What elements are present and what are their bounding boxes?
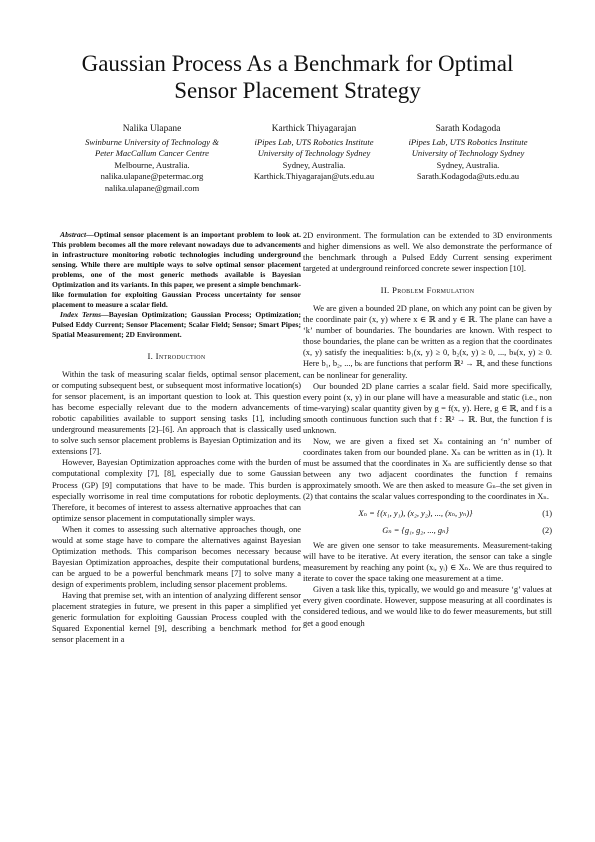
left-column	[52, 230, 301, 645]
paragraph: We are given one sensor to take measurements. Measurement-taking will have to be iterative. At every iteration, the sensor can take a single measurement by reaching any point (xᵢ, yᵢ) ∈ Xₙ. We are thus required to iterate to cover the space taking one measurement at a time.	[303, 541, 552, 584]
title-line-2: Sensor Placement Strategy	[174, 78, 421, 103]
paragraph: Having that premise set, with an intention of analyzing different sensor placement strategies in future, we present in this paper a simplified yet generic formulation for exploiting Gaussian Process coupled with the Squared Exponential kernel [9], describing a benchmark method for sensor placement in a	[52, 590, 301, 645]
author-location: Sydney, Australia.	[282, 159, 346, 170]
author-affiliation: Peter MacCallum Cancer Centre	[94, 148, 209, 159]
paragraph: 2D environment. The formulation can be extended to 3D environments and higher dimensions as well. We also demonstrate the performance of the benchmark through a Pulsed Eddy Current sensing experiment targeted at underground reinforced concrete sewer inspection [10].	[303, 231, 552, 274]
equation-2	[303, 525, 552, 536]
title-line-1: Gaussian Process As a Benchmark for Optimal	[81, 51, 514, 76]
paragraph: However, Bayesian Optimization approaches come with the burden of computational complexity [7], [8], especially due to some Gaussian Process (GP) [9] computations that have to be made. This burden is especially worrisome in real time computations for robotic deployments. Therefore, it becomes of interest to assess alternative approaches that can optimize sensor placement in computationally simpler ways.	[52, 458, 301, 523]
paragraph: Now, we are given a fixed set Xₙ containing an ‘n’ number of coordinates taken from our bounded plane. Xₙ can be written as in (1). It must be assumed that the coordinates in Xₙ are sufficiently dense so that between any two adjacent coordinates the function f remains approximately smooth. We are then asked to measure Gₙ–the set given in (2) that contains the scalar values corresponding to the coordinates in Xₙ.	[303, 436, 552, 502]
paragraph: Our bounded 2D plane carries a scalar field. Said more specifically, every point (x, y) in our plane will have a measurable and static (i.e., non time-varying) scalar quantity given by g = f(x, y). Here, g ∈ ℝ, and f is a smooth continuous function such that f : ℝ² → ℝ. But, the function f is unknown.	[303, 381, 552, 435]
author-name: Sarath Kodagoda	[435, 124, 501, 134]
right-column	[303, 230, 552, 629]
author-email: nalika.ulapane@gmail.com	[104, 182, 200, 193]
index-terms-label: Index Terms	[60, 310, 102, 319]
paper-title	[0, 50, 595, 104]
section-heading: II. Problem Formulation	[380, 285, 475, 296]
author-affiliation: iPipes Lab, UTS Robotics Institute	[408, 136, 528, 147]
paragraph: We are given a bounded 2D plane, on which any point can be given by the coordinate pair (x, y) where x ∈ ℝ and y ∈ ℝ. The plane can have a ‘k’ number of boundaries. The boundaries are known. With respect to those boundaries, the plane can be written as a region that the coordinates (x, y) satisfy the inequalities: b₁(x, y) ≥ 0, b₂(x, y) ≥ 0, ..., bₖ(x, y) ≥ 0. Here b₁, b₂, ..., bₖ are functions that perform ℝ² → ℝ, and these functions can be nonlinear for generality.	[303, 304, 552, 380]
abstract-label: Abstract	[60, 230, 87, 239]
author-name: Nalika Ulapane	[122, 124, 182, 134]
equation-number: (1)	[542, 509, 552, 519]
author-affiliation: iPipes Lab, UTS Robotics Institute	[254, 136, 374, 147]
author-location: Melbourne, Australia.	[114, 159, 190, 170]
equation-expression: Gₙ = {g₁, g₂, ..., gₙ}	[382, 526, 449, 536]
paragraph: Given a task like this, typically, we would go and measure ‘g’ values at every given coordinate. However, suppose measuring at all coordinates is considered tedious, and we would like to do fewer measurements, but still get a good enough	[303, 585, 552, 628]
section-heading: I. Introduction	[147, 351, 206, 361]
equation-expression: Xₙ = {(x₁, y₁), (x₂, y₂), ..., (xₙ, yₙ)}	[358, 509, 473, 519]
author-location: Sydney, Australia.	[436, 159, 500, 170]
author-email: Sarath.Kodagoda@uts.edu.au	[416, 171, 520, 182]
equation-number: (2)	[542, 526, 552, 536]
index-terms-text: —Bayesian Optimization; Gaussian Process; Optimization; Pulsed Eddy Current; Sensor Placement; Scalar Field; Sensor; Smart Pipes; Spatial Measurement; 2D Environment.	[52, 310, 301, 339]
author-name: Karthick Thiyagarajan	[271, 124, 357, 134]
author-affiliation: Swinburne University of Technology &	[85, 136, 219, 147]
author-block-3	[368, 124, 568, 183]
paragraph: Within the task of measuring scalar fields, optimal sensor placement, or computing subsequent best, or subsequent most informative location(s) for sensor placement, is an important question to look at. This question has become especially relevant due to the modern advancements of robotic capabilities available to support sensing tasks [1], including underground measurements [2]–[6]. An approach that is classically used to solve such sensor placement problems is Bayesian Optimization and its extensions [7].	[52, 370, 301, 457]
author-affiliation: University of Technology Sydney	[257, 148, 371, 159]
author-affiliation: University of Technology Sydney	[411, 148, 525, 159]
author-email: nalika.ulapane@petermac.org	[100, 171, 204, 182]
equation-1	[303, 508, 552, 519]
author-email: Karthick.Thiyagarajan@uts.edu.au	[253, 171, 375, 182]
abstract-text: —Optimal sensor placement is an important problem to look at. This problem becomes all the more relevant nowadays due to advancements in infrastructure monitoring robotic technologies including underground sensing. While there are multiple ways to solve optimal sensor placement problems, one of the most generic methods available is Bayesian Optimization and its variants. In this paper, we present a simple benchmark-like formulation for exploiting Gaussian Process uncertainty for sensor placement to measure a scalar field.	[52, 230, 301, 309]
paragraph: When it comes to assessing such alternative approaches though, one would at some stage have to compare the alternatives against Bayesian Optimization methods. This comparison becomes necessary because Bayesian Optimization approaches, despite their computational burdens, can be argued to be a powerful benchmark means [7] to solve many a design of experiments problem, including sensor placement problems.	[52, 524, 301, 589]
abstract	[52, 230, 301, 340]
